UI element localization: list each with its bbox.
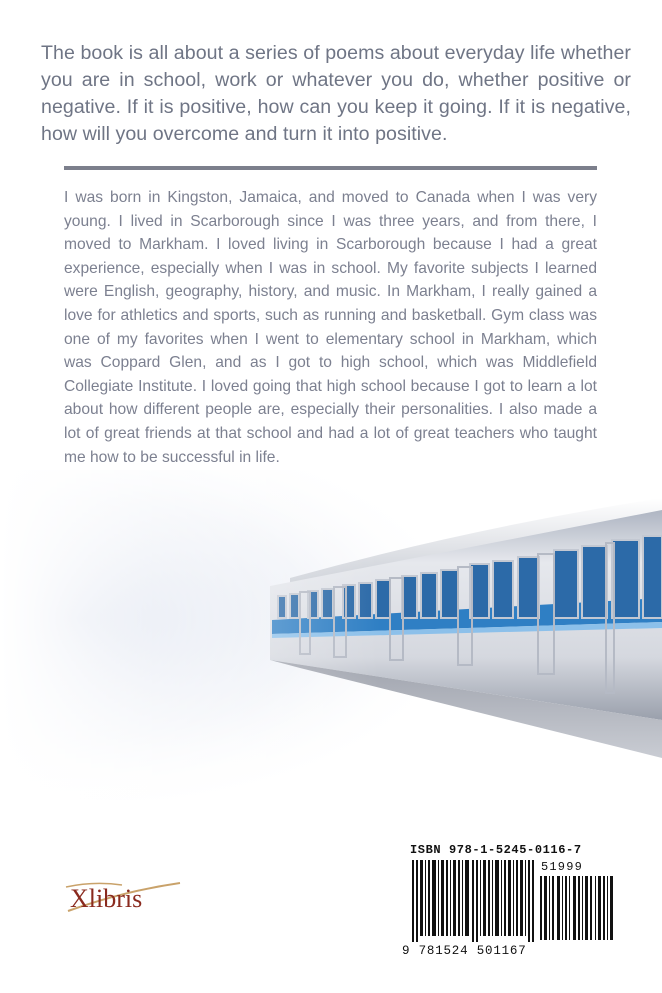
svg-text:Xlibris: Xlibris [70,884,143,913]
divider-rule [64,166,597,170]
xlibris-logo [64,877,184,917]
barcode-digits: 9 781524 501167 [402,944,527,958]
barcode-addon-bars [540,876,614,940]
isbn-label: ISBN 978-1-5245-0116-7 [410,843,582,857]
book-blurb: The book is all about a series of poems about everyday life whether you are in school, work or whatever you do, whether positive or negative. If it is positive, how can you keep it going. If it is negative, how will you overcome and turn it into positive. [41,42,631,145]
barcode-bars [412,860,536,942]
publisher-logo [64,877,184,917]
price-code: 51999 [541,860,584,874]
train-graphic [0,470,662,800]
author-bio: I was born in Kingston, Jamaica, and moved to Canada when I was very young. I lived in Scarborough since I was three years, and from there, I moved to Markham. I loved living in Scarborough because I had a great experience, especially when I was in school. My favorite subjects I learned were English, geography, history, and music. In Markham, I really gained a love for athletics and sports, such as running and basketball. Gym class was one of my favorites when I went to elementary school in Markham, which was Coppard Glen, and as I got to high school, which was Middlefield Collegiate Institute. I loved going that high school because I got to learn a lot about how different people are, especially their personalities. I also made a lot of great friends at that school and had a lot of great teachers who taught me how to be successful in life. [64,189,597,466]
train-illustration [0,470,662,800]
